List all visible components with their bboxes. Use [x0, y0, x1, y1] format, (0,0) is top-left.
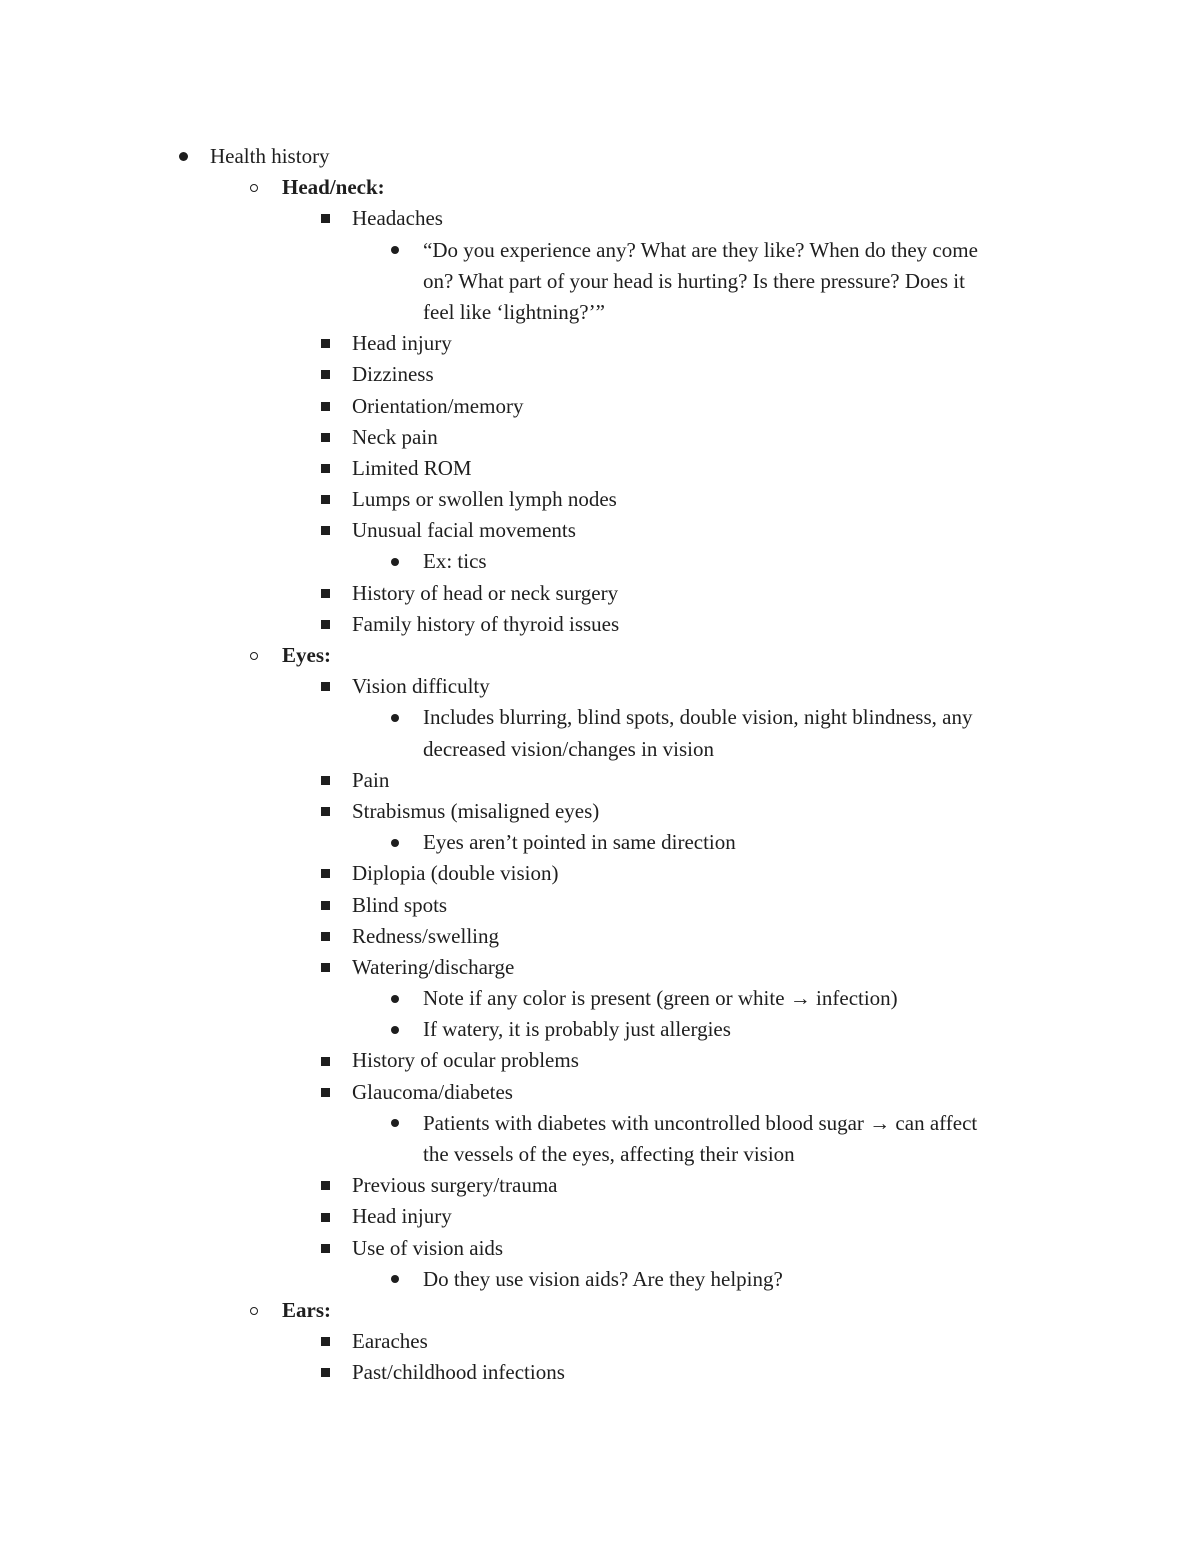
- outline-item-text: Glaucoma/diabetes: [352, 1079, 513, 1104]
- outline-item-text: Lumps or swollen lymph nodes: [352, 487, 617, 512]
- outline-item: [0, 1108, 1200, 1170]
- bullet-square-icon: [317, 1233, 333, 1264]
- outline-item: [0, 1326, 1200, 1357]
- outline-item-text: Redness/swelling: [352, 923, 499, 948]
- outline-item-text: Head injury: [352, 1204, 452, 1229]
- bullet-disc-icon: [387, 235, 403, 266]
- outline-item-text: Vision difficulty: [352, 674, 490, 699]
- bullet-square-icon: [317, 765, 333, 796]
- outline-item: [0, 1014, 1200, 1045]
- outline-item-text: Earaches: [352, 1329, 428, 1354]
- outline-item: [0, 1201, 1200, 1232]
- outline-item: [0, 796, 1200, 827]
- bullet-square-icon: [317, 1326, 333, 1357]
- bullet-square-icon: [317, 671, 333, 702]
- bullet-square-icon: [317, 328, 333, 359]
- outline-item: [0, 1264, 1200, 1295]
- outline-item: [0, 578, 1200, 609]
- bullet-square-icon: [317, 422, 333, 453]
- outline-item-text: History of head or neck surgery: [352, 580, 619, 605]
- outline-item: [0, 1295, 1200, 1326]
- outline-item: [0, 453, 1200, 484]
- bullet-disc-icon: [387, 1108, 403, 1139]
- bullet-square-icon: [317, 391, 333, 422]
- outline-item: [0, 546, 1200, 577]
- bullet-square-icon: [317, 796, 333, 827]
- outline-item: [0, 983, 1200, 1014]
- outline-item-text: [423, 702, 1051, 764]
- bullet-square-icon: [317, 921, 333, 952]
- outline-item-text: Family history of thyroid issues: [352, 611, 620, 636]
- bullet-square-icon: [317, 1077, 333, 1108]
- outline-item-text: Diplopia (double vision): [352, 861, 559, 886]
- outline-item-text: Pain: [352, 767, 390, 792]
- bullet-disc-icon: [387, 702, 403, 733]
- outline-item-text: Neck pain: [352, 424, 438, 449]
- bullet-square-icon: [317, 484, 333, 515]
- bullet-circle-icon: [246, 1295, 262, 1326]
- outline-item-text: [423, 235, 1051, 329]
- outline-item-text: If watery, it is probably just allergies: [423, 1017, 731, 1042]
- bullet-square-icon: [317, 1045, 333, 1076]
- outline-item-text: Do they use vision aids? Are they helping?: [423, 1266, 783, 1291]
- bullet-square-icon: [317, 952, 333, 983]
- outline-item: [0, 141, 1200, 172]
- bullet-disc-icon: [387, 983, 403, 1014]
- outline-item-text: Previous surgery/trauma: [352, 1173, 558, 1198]
- bullet-square-icon: [317, 1201, 333, 1232]
- health-history-outline: [0, 141, 1200, 1389]
- outline-item: [0, 765, 1200, 796]
- bullet-circle-icon: [246, 640, 262, 671]
- outline-item-text: Head injury: [352, 331, 452, 356]
- outline-item-text: [423, 1108, 1051, 1170]
- outline-item-text: Blind spots: [352, 892, 448, 917]
- bullet-disc-icon: [175, 141, 191, 172]
- outline-item: [0, 203, 1200, 234]
- outline-item: [0, 328, 1200, 359]
- outline-item-text: Headaches: [352, 206, 443, 231]
- outline-item: [0, 640, 1200, 671]
- bullet-square-icon: [317, 453, 333, 484]
- outline-item: [0, 1045, 1200, 1076]
- outline-item: [0, 1170, 1200, 1201]
- outline-item-line: on? What part of your head is hurting? Is there pressure? Does it: [423, 268, 965, 293]
- outline-item-line: the vessels of the eyes, affecting their vision: [423, 1142, 795, 1167]
- outline-item: [0, 235, 1200, 329]
- bullet-square-icon: [317, 1170, 333, 1201]
- outline-item-line: “Do you experience any? What are they like? When do they come: [423, 237, 978, 262]
- outline-item-text: Note if any color is present (green or white → infection): [423, 986, 898, 1011]
- outline-item-text: Ex: tics: [423, 549, 487, 574]
- bullet-disc-icon: [387, 1264, 403, 1295]
- outline-item-line: feel like ‘lightning?’”: [423, 299, 605, 324]
- section-heading: Ears:: [282, 1298, 331, 1322]
- outline-item: [0, 921, 1200, 952]
- outline-item: [0, 1077, 1200, 1108]
- outline-item: [0, 484, 1200, 515]
- outline-item-text: Unusual facial movements: [352, 518, 576, 543]
- outline-item-text: Orientation/memory: [352, 393, 524, 418]
- outline-item-text: Past/childhood infections: [352, 1360, 565, 1385]
- outline-item-text: Health history: [210, 144, 330, 168]
- outline-item-text: Watering/discharge: [352, 954, 515, 979]
- outline-item: [0, 609, 1200, 640]
- outline-item: [0, 422, 1200, 453]
- outline-item: [0, 1357, 1200, 1388]
- outline-item-text: Strabismus (misaligned eyes): [352, 798, 600, 823]
- section-heading: Head/neck:: [282, 175, 385, 200]
- outline-item: [0, 359, 1200, 390]
- outline-item: [0, 858, 1200, 889]
- outline-item-text: Dizziness: [352, 362, 434, 387]
- outline-item: [0, 172, 1200, 203]
- bullet-square-icon: [317, 203, 333, 234]
- outline-item: [0, 827, 1200, 858]
- outline-item-line: decreased vision/changes in vision: [423, 736, 715, 761]
- outline-item-text: Use of vision aids: [352, 1235, 504, 1260]
- section-heading: Eyes:: [282, 643, 331, 668]
- outline-item: [0, 1233, 1200, 1264]
- bullet-square-icon: [317, 578, 333, 609]
- bullet-square-icon: [317, 515, 333, 546]
- outline-item: [0, 391, 1200, 422]
- outline-item: [0, 952, 1200, 983]
- bullet-disc-icon: [387, 546, 403, 577]
- outline-item-line: Includes blurring, blind spots, double vision, night blindness, any: [423, 705, 973, 730]
- bullet-disc-icon: [387, 827, 403, 858]
- outline-item-line: Patients with diabetes with uncontrolled blood sugar → can affect: [423, 1110, 978, 1135]
- outline-item-text: Eyes aren’t pointed in same direction: [423, 830, 736, 855]
- outline-item: [0, 890, 1200, 921]
- outline-item: [0, 702, 1200, 764]
- bullet-square-icon: [317, 1357, 333, 1388]
- outline-item-text: Limited ROM: [352, 455, 472, 480]
- outline-item-text: History of ocular problems: [352, 1048, 579, 1073]
- bullet-circle-icon: [246, 172, 262, 203]
- outline-item: [0, 671, 1200, 702]
- bullet-disc-icon: [387, 1014, 403, 1045]
- bullet-square-icon: [317, 890, 333, 921]
- bullet-square-icon: [317, 609, 333, 640]
- bullet-square-icon: [317, 858, 333, 889]
- outline-item: [0, 515, 1200, 546]
- bullet-square-icon: [317, 359, 333, 390]
